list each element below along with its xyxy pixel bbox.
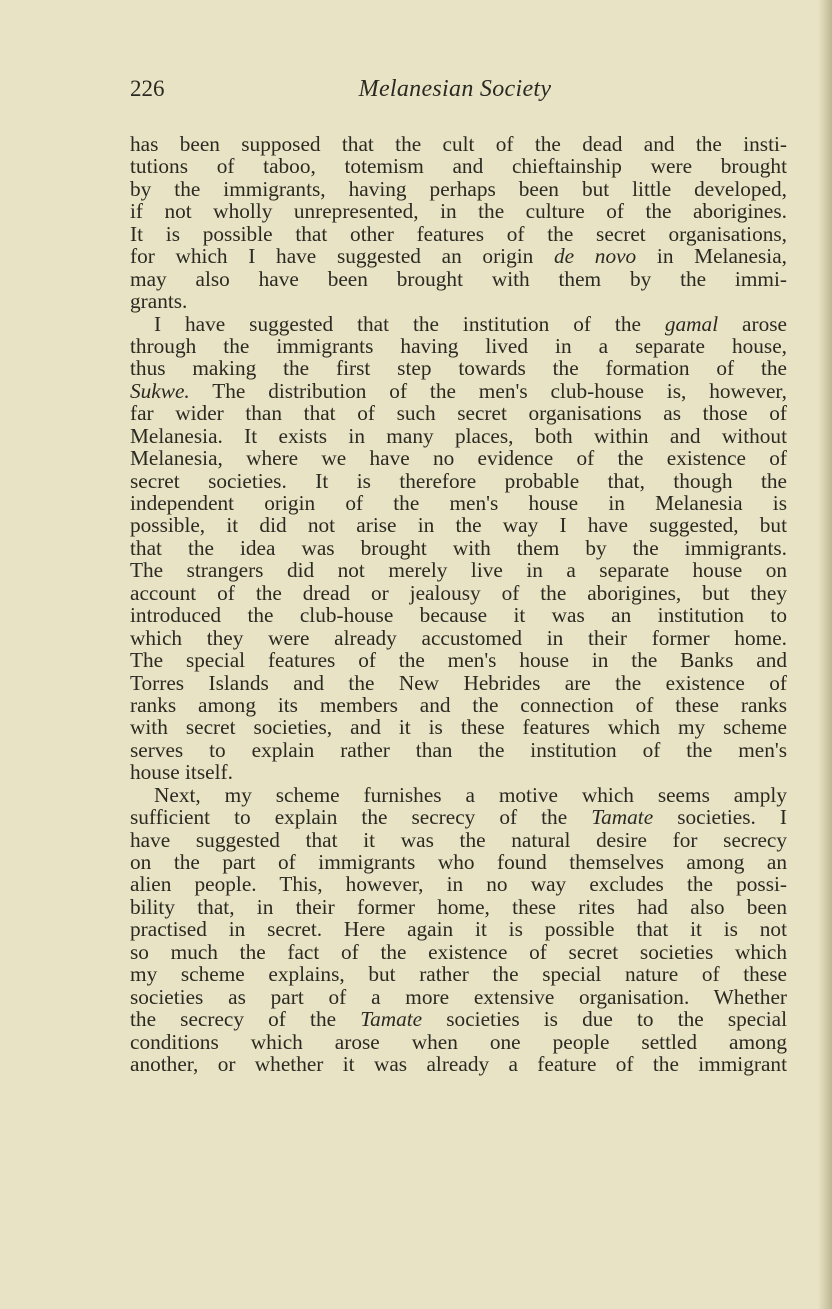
text-line [130,896,787,918]
text-line [130,604,787,626]
text-segment: house itself. [130,760,233,785]
text-segment: has been supposed that the cult of the dead and the insti- [130,132,787,156]
text-line [130,627,787,649]
text-segment: for which I have suggested an origin [130,244,554,269]
text-line [130,582,787,604]
text-segment: my scheme explains, but rather the special nature of these [130,962,787,987]
text-segment: secret societies. It is therefore probable that, though the [130,468,787,493]
text-line [130,514,787,536]
italic-term: Sukwe. [130,378,190,403]
page-number: 226 [130,76,165,101]
italic-term: Tamate [360,1007,423,1032]
text-line [130,716,787,738]
text-segment: alien people. This, however, in no way excludes the possi- [130,872,787,897]
text-line [130,739,787,761]
text-segment: have suggested that it was the natural desire for secrecy [130,827,787,852]
text-segment: conditions which arose when one people settled among [130,1029,787,1054]
text-line [130,761,787,783]
text-line [130,290,787,312]
text-segment: another, or whether it was already a feature of the immigrant [130,1051,787,1076]
text-line [130,1031,787,1053]
text-line [130,155,787,177]
text-line [130,672,787,694]
text-segment: Melanesia, where we have no evidence of the existence of [130,446,787,471]
text-segment: bility that, in their former home, these rites had also been [130,894,787,919]
text-segment: Torres Islands and the New Hebrides are the existence of [130,670,787,695]
text-segment: serves to explain rather than the institution of the men's [130,737,787,762]
text-segment: It is possible that other features of the secret organisations, [130,221,787,246]
text-segment: thus making the first step towards the formation of the [130,356,787,381]
text-segment: possible, it did not arise in the way I have suggested, but [130,513,787,538]
text-line [130,178,787,200]
text-segment: through the immigrants having lived in a separate house, [130,333,787,358]
text-segment: account of the dread or jealousy of the aborigines, but they [130,580,787,605]
body-text [130,133,787,1075]
text-segment: ranks among its members and the connection of these ranks [130,692,787,717]
text-line [130,425,787,447]
text-line [130,335,787,357]
text-segment: practised in secret. Here again it is possible that it is not [130,917,787,942]
text-line [130,470,787,492]
text-line [130,986,787,1008]
text-line [130,963,787,985]
text-line [130,806,787,828]
text-line [130,200,787,222]
text-line [130,357,787,379]
italic-term: de novo [554,244,637,269]
text-segment: if not wholly unrepresented, in the culture of the aborigines. [130,199,787,224]
italic-term: gamal [664,311,719,336]
text-line [130,873,787,895]
running-title: Melanesian Society [358,76,552,102]
text-segment: societies is due to the special [422,1007,787,1032]
text-line [130,784,787,806]
text-line [130,1053,787,1075]
text-segment: The strangers did not merely live in a separate house on [130,558,787,583]
text-line [130,851,787,873]
text-segment: societies. I [653,805,787,830]
text-segment: independent origin of the men's house in Melanesia is [130,491,787,515]
text-line [130,268,787,290]
page-edge-shadow [818,0,832,1309]
text-segment: introduced the club-house because it was an institution to [130,603,787,628]
text-line [130,492,787,514]
text-line [130,559,787,581]
text-line [130,380,787,402]
text-segment: The distribution of the men's club-house is, however, [189,378,787,403]
text-segment: in Melanesia, [636,244,787,269]
text-segment: on the part of immigrants who found themselves among an [130,850,787,874]
text-segment: societies as part of a more extensive organisation. Whether [130,984,787,1009]
text-line [130,402,787,424]
text-line [130,447,787,469]
text-segment: the secrecy of the [130,1007,361,1032]
text-segment: tutions of taboo, totemism and chieftainship were brought [130,154,787,179]
text-line [130,133,787,155]
text-line [130,245,787,267]
text-segment: arose [718,311,787,336]
text-segment: so much the fact of the existence of secret societies which [130,939,787,964]
text-segment: sufficient to explain the secrecy of the [130,805,592,830]
text-line [130,313,787,335]
text-segment: Melanesia. It exists in many places, both within and without [130,423,787,448]
text-line [130,918,787,940]
italic-term: Tamate [591,805,654,830]
text-line [130,941,787,963]
text-segment: may also have been brought with them by the immi- [130,266,787,291]
text-segment: The special features of the men's house in the Banks and [130,648,787,673]
text-line [130,537,787,559]
text-line [130,829,787,851]
text-line [130,649,787,671]
text-segment: by the immigrants, having perhaps been but little developed, [130,176,787,201]
text-segment: with secret societies, and it is these features which my scheme [130,715,787,740]
text-line [130,1008,787,1030]
text-line [130,223,787,245]
text-line [130,694,787,716]
text-segment: I have suggested that the institution of the [154,311,665,336]
text-segment: which they were already accustomed in their former home. [130,625,787,650]
text-segment: that the idea was brought with them by the immigrants. [130,535,787,560]
text-segment: Next, my scheme furnishes a motive which seems amply [154,782,787,807]
text-segment: far wider than that of such secret organisations as those of [130,401,787,426]
text-segment: grants. [130,289,188,314]
